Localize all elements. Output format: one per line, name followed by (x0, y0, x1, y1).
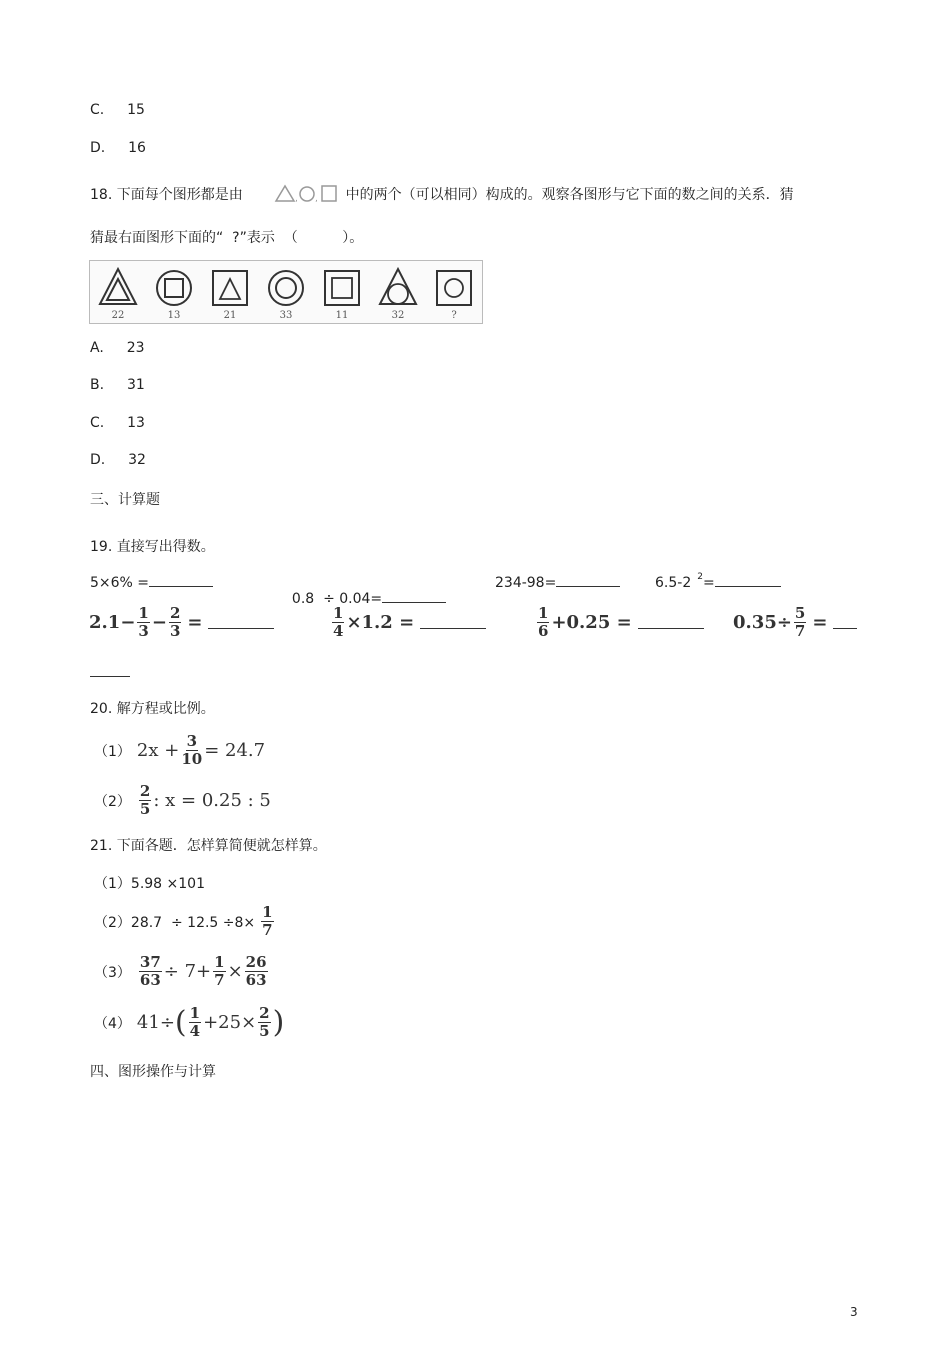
q19-row2-expr1: 2.1− $\frac{1}{3}$ − $\frac{2}{3}$ = (89, 606, 274, 639)
figure-square-in-square: 11 (314, 261, 370, 323)
answer-blank-continued[interactable] (90, 664, 130, 677)
q19-row1-item2: 0.8 ÷ 0.04= (283, 574, 446, 607)
q21-part2: （2）28.7 ÷ 12.5 ÷8× $\frac{1}{7}$ (94, 903, 273, 939)
q19-row1-item3: 234-98= (495, 574, 620, 591)
q18-option-d: D. 32 (90, 452, 146, 468)
q19-row2-expr4: 0.35÷ $\frac{5}{7}$ = (733, 606, 857, 639)
figure-triangle-in-triangle: 22 (90, 261, 146, 323)
fraction: $\frac{1}{7}$ (214, 953, 225, 989)
answer-blank[interactable] (715, 574, 781, 587)
q21-part4: （4） 41÷ ( $\frac{1}{4}$ +25× $\frac{2}{5}$ ) (94, 1004, 285, 1040)
proportion-2: $\frac{2}{5}$ : x = 0.25 : 5 (139, 782, 271, 818)
fraction: $\frac{5}{7}$ (794, 604, 806, 640)
fraction: $\frac{1}{7}$ (262, 903, 273, 939)
answer-blank[interactable] (420, 616, 486, 629)
figure-circle-in-triangle: 32 (370, 261, 426, 323)
fraction: $\frac{37}{63}$ (139, 953, 161, 989)
q19-row2-expr2: $\frac{1}{4}$ ×1.2 = (330, 606, 486, 639)
q21-part3: （3） $\frac{37}{63}$ ÷ 7+ $\frac{1}{7}$ × $\frac{26}{63}$ (94, 955, 270, 988)
section-heading-geometry: 四、图形操作与计算 (90, 1064, 216, 1080)
fraction: $\frac{2}{5}$ (259, 1004, 270, 1040)
left-paren-icon: ( (174, 1004, 187, 1040)
q18-question-line2: 猜最右面图形下面的“ ?”表示 （ ）。 (90, 230, 364, 246)
answer-blank[interactable] (833, 616, 857, 629)
q18-option-b: B. 31 (90, 377, 145, 393)
q17-option-c: C. 15 (90, 102, 145, 118)
q17-option-d: D. 16 (90, 140, 146, 156)
page-number: 3 (850, 1305, 858, 1319)
fraction: $\frac{1}{4}$ (333, 604, 344, 640)
expression-3: $\frac{37}{63}$ ÷ 7+ $\frac{1}{7}$ × $\frac{26}{63}$ (139, 953, 267, 989)
q20-title: 20. 解方程或比例。 (90, 701, 215, 717)
fraction: $\frac{1}{6}$ (538, 604, 549, 640)
q18-option-c: C. 13 (90, 415, 145, 431)
figure-square-in-circle: 13 (146, 261, 202, 323)
q19-row1-item1: 5×6% = (90, 574, 213, 591)
q21-title: 21. 下面各题．怎样算简便就怎样算。 (90, 838, 327, 854)
section-heading-calculation: 三、计算题 (90, 492, 160, 508)
fraction: $\frac{3}{10}$ (181, 732, 203, 768)
answer-blank[interactable] (149, 574, 213, 587)
q19-row1-item4: 6.5-2 $^2$= (655, 574, 781, 591)
q19-title: 19. 直接写出得数。 (90, 539, 215, 555)
q20-part2: （2） $\frac{2}{5}$ : x = 0.25 : 5 (94, 782, 271, 818)
expression-4: 41÷ ( $\frac{1}{4}$ +25× $\frac{2}{5}$ ) (136, 1004, 285, 1040)
figure-circle-in-circle: 33 (258, 261, 314, 323)
fraction: $\frac{2}{5}$ (139, 782, 151, 818)
shape-legend-icon (273, 182, 339, 208)
fraction: $\frac{1}{4}$ (189, 1004, 201, 1040)
fraction: $\frac{2}{3}$ (169, 604, 181, 640)
q19-row2-expr3: $\frac{1}{6}$ +0.25 = (535, 606, 704, 639)
answer-blank[interactable] (638, 616, 704, 629)
right-paren-icon: ) (272, 1004, 285, 1040)
q21-part1: （1）5.98 ×101 (94, 876, 205, 892)
svg-text:,: , (315, 194, 319, 204)
answer-blank[interactable] (208, 616, 274, 629)
figure-triangle-in-square: 21 (202, 261, 258, 323)
figure-circle-in-square: ? (426, 261, 482, 323)
answer-blank[interactable] (382, 590, 446, 603)
q20-part1: （1） 2x + $\frac{3}{10}$ = 24.7 (94, 732, 266, 768)
answer-blank[interactable] (556, 574, 620, 587)
equation-1: 2x + $\frac{3}{10}$ = 24.7 (136, 732, 266, 768)
fraction: $\frac{1}{3}$ (138, 604, 149, 640)
fraction: $\frac{26}{63}$ (245, 953, 267, 989)
q18-question-line1: 18. 下面每个图形都是由 , , 中的两个（可以相同）构成的。观察各图形与它下面的数之间的关系．猜 (90, 182, 794, 208)
q18-option-a: A. 23 (90, 340, 145, 356)
svg-text:,: , (295, 194, 299, 204)
q18-figure-strip (89, 260, 483, 324)
